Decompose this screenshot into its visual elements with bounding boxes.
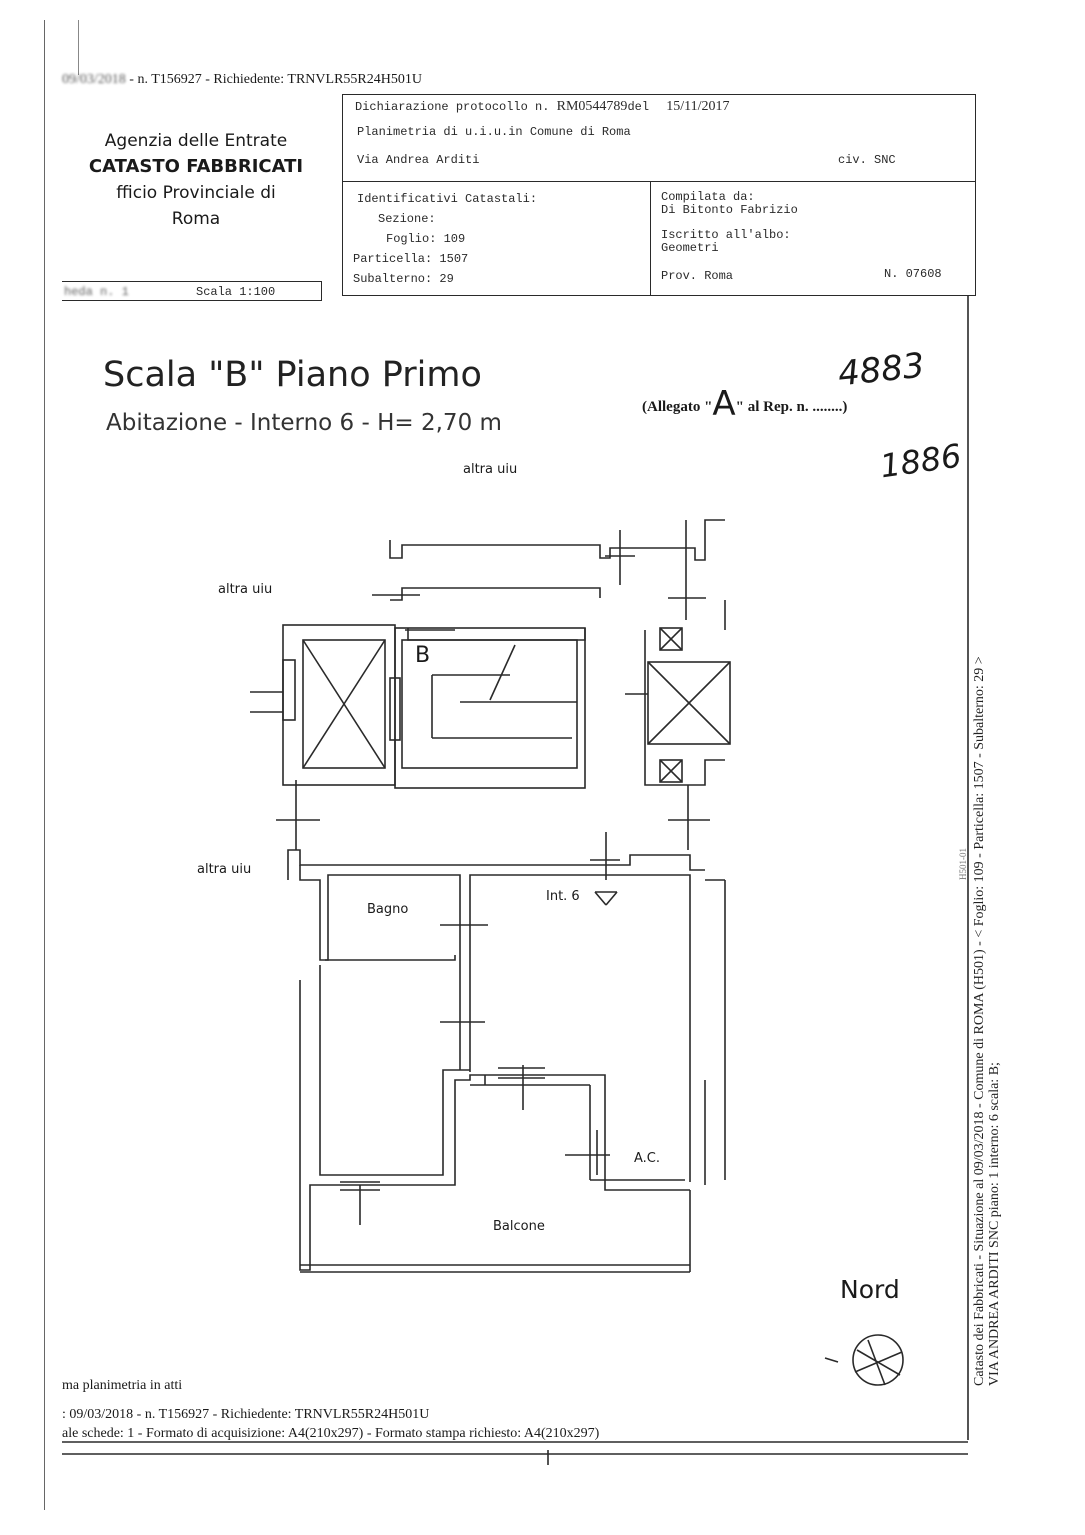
protocol-date: 15/11/2017 [666, 99, 730, 114]
label-bagno: Bagno [367, 902, 409, 917]
side-stamp: H501-01 [958, 848, 968, 880]
scale-label: Scala 1:100 [196, 285, 276, 299]
allegato-rest: " al Rep. n. ........) [735, 399, 848, 415]
protocol-del: del [627, 100, 650, 114]
ident-sezione: Sezione: [378, 212, 436, 226]
compiled-label: Compilata da: [661, 190, 755, 204]
label-nord: Nord [840, 1275, 900, 1304]
ident-subalterno: Subalterno: 29 [353, 272, 454, 286]
label-altra-uiu-landing: altra uiu [197, 862, 252, 877]
iscritto-label: Iscritto all'albo: [661, 228, 791, 242]
right-lift-shaft [625, 600, 730, 850]
plan-subtitle: Abitazione - Interno 6 - H= 2,70 m [106, 410, 502, 436]
ident-foglio: Foglio: 109 [386, 232, 466, 246]
iscritto-value: Geometri [661, 241, 719, 255]
label-int6: Int. 6 [546, 889, 580, 904]
protocol-label: Dichiarazione protocollo n. [355, 100, 550, 114]
plan-title: Scala "B" Piano Primo [103, 355, 482, 395]
footer-line2: ale schede: 1 - Formato di acquisizione: A4(210x297) - Formato stampa richiesto: A4(210x297) [62, 1426, 600, 1441]
north-arrow-icon [825, 1335, 903, 1385]
handwritten-racc: 1886 [877, 436, 964, 486]
landing-wall [288, 832, 705, 905]
top-corridor-walls [372, 520, 725, 620]
catasto-title: CATASTO FABBRICATI [88, 156, 304, 177]
civ-line: civ. SNC [838, 153, 896, 167]
top-line-rest: - n. T156927 - Richiedente: TRNVLR55R24H501U [125, 72, 422, 87]
planimetria-line: Planimetria di u.i.u.in Comune di Roma [357, 125, 631, 139]
compiled-name: Di Bitonto Fabrizio [661, 203, 798, 217]
label-ac: A.C. [634, 1151, 661, 1166]
prov-line: Prov. Roma [661, 269, 734, 283]
protocol-number: RM0544789 [556, 99, 628, 114]
label-altra-uiu-top: altra uiu [463, 462, 518, 477]
label-altra-uiu-left: altra uiu [218, 582, 273, 597]
ident-particella: Particella: 1507 [353, 252, 469, 266]
handwritten-rep: 4883 [836, 345, 927, 395]
ident-title: Identificativi Catastali: [357, 192, 538, 206]
ufficio-label: fficio Provinciale di [116, 183, 276, 203]
allegato-letter: A [712, 384, 736, 424]
top-line-prefix: 09/03/2018 [62, 72, 126, 87]
side-address-line: VIA ANDREA ARDITI SNC piano: 1 interno: 6 scala: B; [987, 1062, 1002, 1386]
allegato-open: (Allegato " [642, 399, 713, 415]
label-balcone: Balcone [493, 1219, 545, 1234]
side-cadastral-line: Catasto dei Fabbricati - Situazione al 09/03/2018 - Comune di ROMA (H501) - < Foglio: 109 - Particella: 1507 - Subalterno: 29 > [972, 656, 987, 1386]
left-lift-shaft [250, 625, 400, 850]
scheda-label: heda n. 1 [64, 285, 129, 299]
label-stair-b: B [415, 643, 431, 668]
footer-line1: : 09/03/2018 - n. T156927 - Richiedente: TRNVLR55R24H501U [62, 1407, 430, 1422]
address-line: Via Andrea Arditi [357, 153, 480, 167]
agency-name: Agenzia delle Entrate [104, 131, 288, 151]
footer-ultima: ma planimetria in atti [62, 1378, 183, 1393]
registration-number: N. 07608 [884, 267, 942, 281]
city: Roma [171, 209, 221, 229]
